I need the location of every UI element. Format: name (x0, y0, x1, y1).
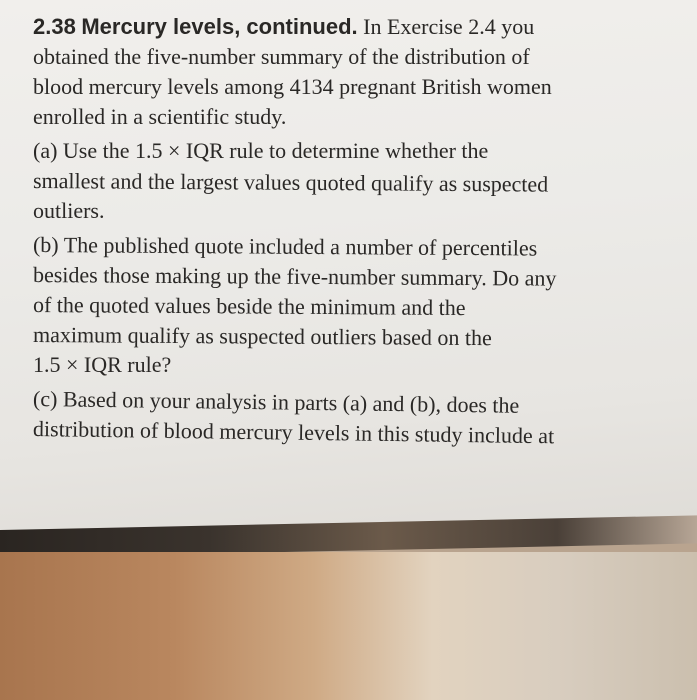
part-b-line-5: 1.5 × IQR rule? (33, 352, 172, 377)
book-cover-background (0, 552, 697, 700)
intro-line-2: obtained the five-number summary of the distribution of (33, 44, 530, 69)
part-b-line-2: besides those making up the five-number summary. Do any (32, 262, 557, 291)
part-a-line-3: outliers. (33, 198, 105, 223)
exercise-intro (33, 12, 653, 132)
intro-line-3: blood mercury levels among 4134 pregnant British women (33, 74, 552, 99)
part-b (33, 230, 653, 380)
part-a-line-1: (a) Use the 1.5 × IQR rule to determine whether the (33, 138, 489, 163)
part-a (33, 136, 653, 226)
part-b-line-3: of the quoted values beside the minimum and the (32, 292, 466, 321)
part-c-line-1: (c) Based on your analysis in parts (a) and (b), does the (32, 386, 520, 418)
exercise-number: 2.38 (33, 14, 76, 39)
part-b-line-4: maximum qualify as suspected outliers based on the (32, 322, 492, 351)
intro-text-1: In Exercise 2.4 you (363, 14, 535, 39)
part-c (32, 384, 653, 449)
part-a-line-2: smallest and the largest values quoted qualify as suspected (32, 168, 549, 197)
intro-line-4: enrolled in a scientific study. (33, 104, 287, 129)
exercise-text (33, 12, 653, 448)
intro-line-1 (33, 12, 653, 42)
exercise-heading: Mercury levels, continued. (81, 14, 358, 39)
part-c-line-2: distribution of blood mercury levels in this study include at (32, 416, 555, 449)
part-b-line-1: (b) The published quote included a number of percentiles (32, 232, 538, 261)
